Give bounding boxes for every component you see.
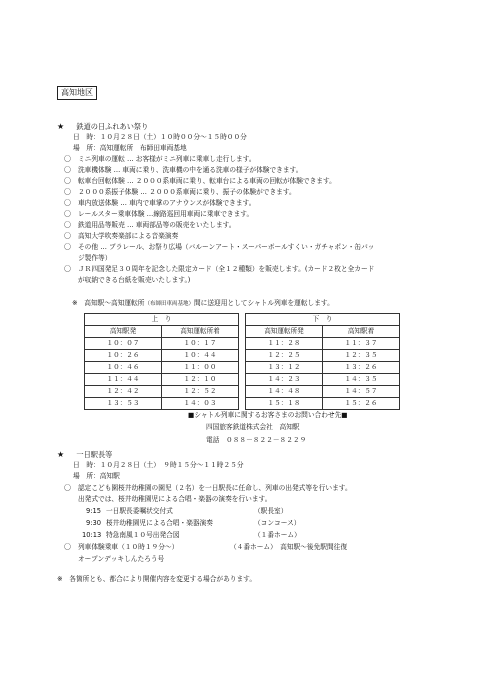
event1-place: 場 所：高知運転所 布師田車両基地	[73, 144, 187, 152]
region-title: 高知地区	[57, 86, 97, 100]
event1-datetime: 日 時：１０月２８日（土）１０時００分～１５時００分	[73, 133, 247, 141]
circle-icon: 〇	[64, 265, 71, 273]
table-cell: １０：４６	[85, 362, 162, 374]
table-cell: １２：１０	[162, 374, 239, 386]
list-item: 〇 列車体験乗車（１０時１９分～） （４番ホーム） 高知駅～後免駅間往復	[64, 543, 348, 551]
list-item: 〇 ミニ列車の運転 … お客様がミニ列車に乗車し走行します。	[64, 155, 256, 163]
table-row	[85, 350, 400, 362]
list-item-continued: ジ製作等）	[78, 254, 112, 262]
table-row	[85, 398, 400, 410]
list-item: 〇 洗車機体験 … 車両に乗り、洗車機の中を通る洗車の様子が体験できます。	[64, 166, 303, 174]
schedule-item: 10:13 特急南風１０号出発合図 （１番ホーム）	[82, 531, 301, 539]
star-icon: ★	[57, 450, 65, 459]
table-cell: １１：４４	[85, 374, 162, 386]
list-item-continued: オープンデッキしんたろう号	[78, 555, 165, 563]
table-cell: １１：２８	[246, 338, 323, 350]
table-cell: １４：０３	[162, 398, 239, 410]
table-cell: １１：３７	[323, 338, 400, 350]
contact-phone: 電話 ０８８－８２２－８２２９	[206, 436, 307, 444]
table-row	[85, 326, 400, 338]
table-header-down: 下 り	[246, 314, 400, 326]
circle-icon: 〇	[64, 177, 71, 185]
table-cell: １３：２６	[323, 362, 400, 374]
event1-heading	[57, 123, 148, 131]
list-item: 〇 認定こども園桜井幼稚園の園児（２名）を一日駅長に任命し、列車の出発式等を行います。	[64, 484, 352, 492]
column-header: 高知運転所発	[246, 326, 323, 338]
shuttle-timetable	[84, 313, 400, 410]
table-cell: １０：２６	[85, 350, 162, 362]
circle-icon: 〇	[64, 188, 71, 196]
table-cell: １０：１７	[162, 338, 239, 350]
table-cell: １０：４４	[162, 350, 239, 362]
footnote: ※ 各箇所とも、都合により開催内容を変更する場合があります。	[57, 575, 257, 583]
list-item-continued: 出発式では、桜井幼稚園児による合唱・楽器の演奏を行います。	[78, 495, 272, 503]
list-item: 〇 その他 … ブラレール、お祭り広場（バルーンアート・スーパーボールすくい・ガチャポン・缶バッ	[64, 243, 375, 251]
schedule-item: 9:30 桜井幼稚園児による合唱・楽器演奏 （コンコース）	[86, 519, 301, 527]
list-item: 〇 転車台回転体験 … ２０００系車両に乗り、転車台による車両の回転が体験できます。	[64, 177, 336, 185]
shuttle-note: ※ 高知駅～高知運転所（布師田車両基地）間に送迎用としてシャトル列車を運転します。	[72, 299, 334, 307]
table-cell: １３：５３	[85, 398, 162, 410]
event2-place: 場 所：高知駅	[73, 472, 120, 480]
list-item: 〇 鉄道用品等販売 … 車両部品等の販売をいたします。	[64, 221, 236, 229]
list-item: 〇 レールスター乗車体験 …線路巡回用車両に乗車できます。	[64, 210, 254, 218]
circle-icon: 〇	[64, 484, 71, 492]
table-row	[85, 362, 400, 374]
circle-icon: 〇	[64, 221, 71, 229]
contact-title: ■シャトル列車に関するお客さまのお問い合わせ先■	[188, 411, 348, 419]
table-header-up: 上 り	[85, 314, 239, 326]
event2-title: 一日駅長等	[76, 450, 113, 459]
contact-company: 四国旅客鉄道株式会社 高知駅	[206, 423, 300, 431]
table-row	[85, 314, 400, 326]
table-cell: １２：３５	[323, 350, 400, 362]
table-row	[85, 374, 400, 386]
list-item: 〇 高知大学吹奏楽部による音楽演奏	[64, 232, 179, 240]
circle-icon: 〇	[64, 543, 71, 551]
table-cell: １４：５７	[323, 386, 400, 398]
table-cell: １５：１８	[246, 398, 323, 410]
event1-title: 鉄道の日ふれあい祭り	[76, 122, 149, 131]
table-row	[85, 386, 400, 398]
list-item: 〇 ＪＲ四国発足３０周年を記念した限定カード（全１２種類）を販売します。(カード２枚と全カード	[64, 265, 375, 273]
table-cell: １４：３５	[323, 374, 400, 386]
table-cell: １４：２３	[246, 374, 323, 386]
table-cell: １２：４２	[85, 386, 162, 398]
table-cell: １２：５２	[162, 386, 239, 398]
table-cell: １３：１２	[246, 362, 323, 374]
star-icon: ★	[57, 122, 65, 131]
circle-icon: 〇	[64, 199, 71, 207]
event2-datetime: 日 時：１０月２８日（土） ９時１５分～１１時２５分	[73, 461, 244, 469]
table-cell: １１：００	[162, 362, 239, 374]
circle-icon: 〇	[64, 155, 71, 163]
circle-icon: 〇	[64, 243, 71, 251]
table-row	[85, 338, 400, 350]
circle-icon: 〇	[64, 166, 71, 174]
column-header: 高知駅着	[323, 326, 400, 338]
column-header: 高知運転所着	[162, 326, 239, 338]
event2-heading	[57, 451, 112, 459]
circle-icon: 〇	[64, 210, 71, 218]
schedule-item: 9:15 一日駅長委嘱状交付式 （駅長室）	[86, 507, 288, 515]
table-cell: １２：２５	[246, 350, 323, 362]
list-item: 〇 ２０００系振子体験 … ２０００系車両に乗り、振子の体験ができます。	[64, 188, 296, 196]
table-cell: １５：２６	[323, 398, 400, 410]
list-item: 〇 車内放送体験 … 車内で車掌のアナウンスが体験できます。	[64, 199, 256, 207]
circle-icon: 〇	[64, 232, 71, 240]
column-header: 高知駅発	[85, 326, 162, 338]
list-item-continued: が収納できる台紙を販売いたします。)	[78, 276, 191, 284]
table-cell: １０：０７	[85, 338, 162, 350]
table-cell: １４：４８	[246, 386, 323, 398]
